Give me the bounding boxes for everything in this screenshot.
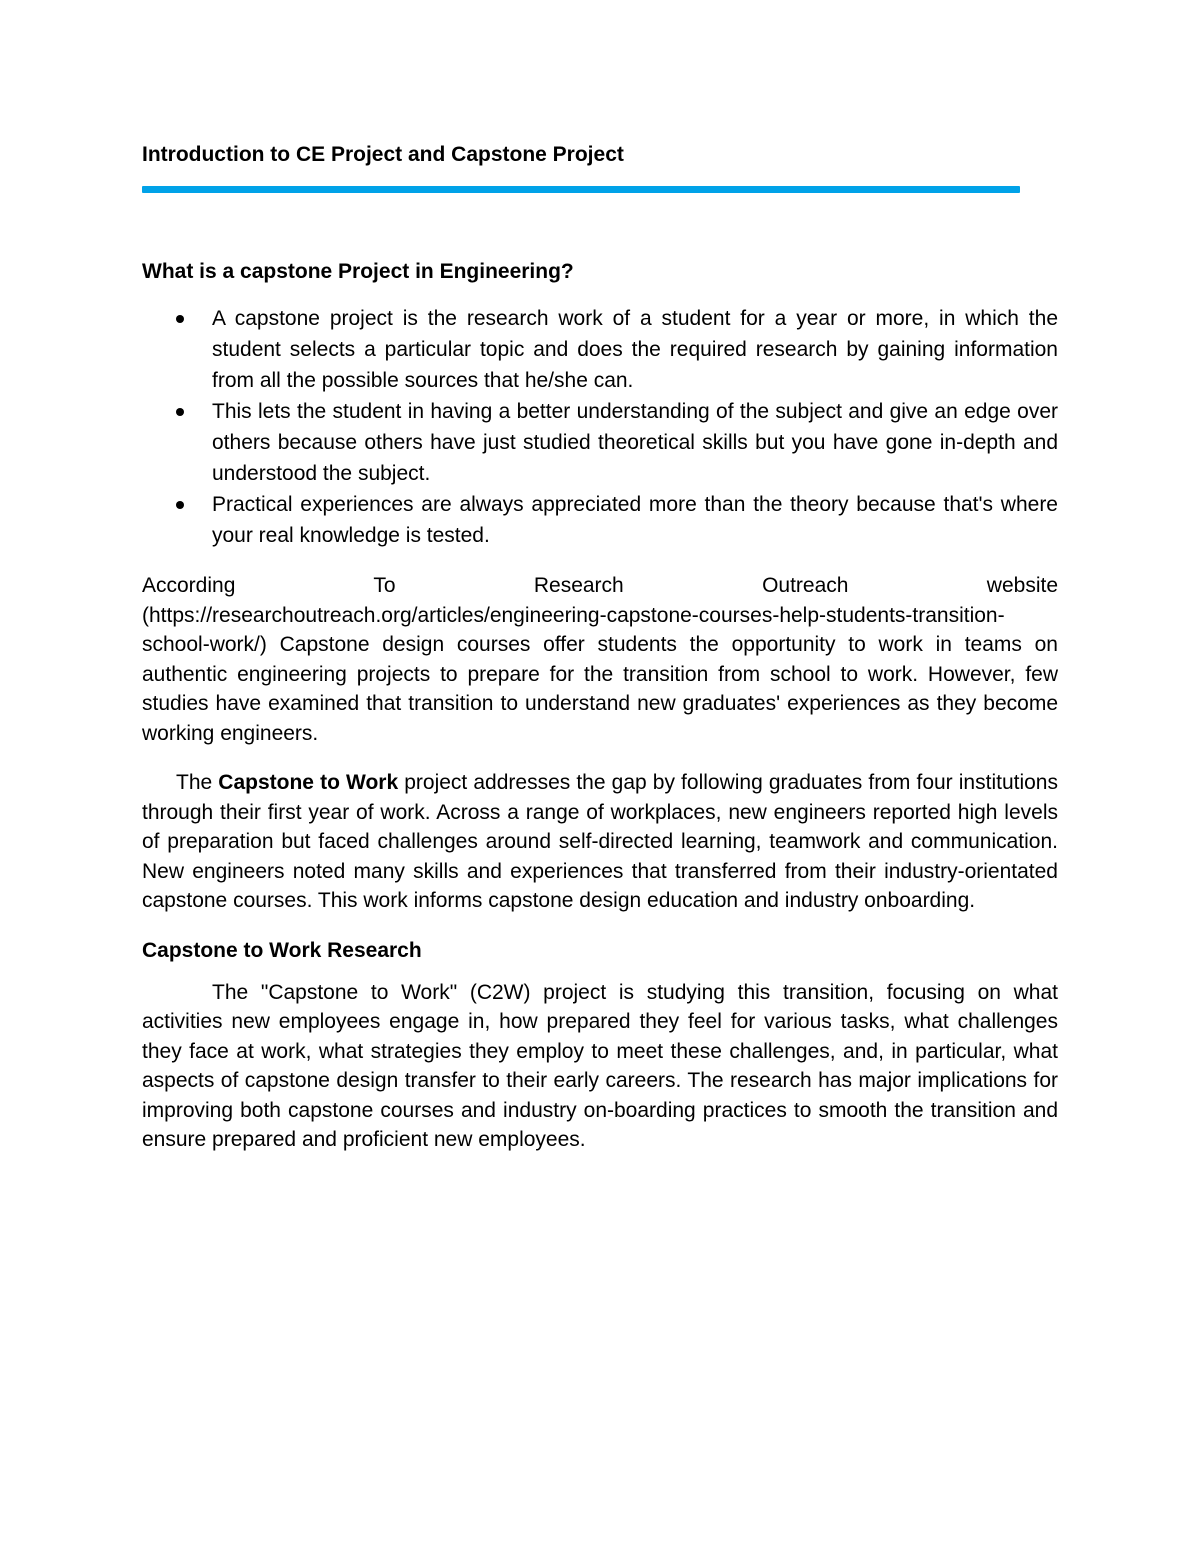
c2w-body-text: project addresses the gap by following graduates from four institutions through their first year of work. Across a range of workplaces, new engineers reported high levels of preparation but faced challenges around self-directed learning, teamwork and communication. New engineers noted many skills and experiences that transferred from their industry-orientated capstone courses. This work informs capstone design education and industry onboarding. bbox=[142, 771, 1058, 912]
according-first-line: According To Research Outreach website bbox=[142, 574, 1058, 597]
bullet-item bbox=[142, 396, 1058, 489]
research-paragraph: The "Capstone to Work" (C2W) project is studying this transition, focusing on what activities new employees engage in, how prepared they feel for various tasks, what challenges they face at work, what strategies they employ to meet these challenges, and, in particular, what aspects of capstone design transfer to their early careers. The research has major implications for improving both capstone courses and industry on-boarding practices to smooth the transition and ensure prepared and proficient new employees. bbox=[142, 980, 1058, 1151]
document-title: Introduction to CE Project and Capstone Project bbox=[142, 143, 624, 166]
document-content bbox=[142, 138, 1058, 1155]
capstone-to-work-paragraph bbox=[142, 768, 1058, 916]
bullet-dot-icon bbox=[176, 315, 184, 323]
capstone-bullet-list bbox=[142, 303, 1058, 551]
section-heading-capstone-to-work-research: Capstone to Work Research bbox=[142, 938, 422, 962]
bullet-dot-icon bbox=[176, 501, 184, 509]
bullet-text: Practical experiences are always appreciated more than the theory because that's where your real knowledge is tested. bbox=[212, 493, 1058, 547]
c2w-bold-term: Capstone to Work bbox=[218, 771, 399, 794]
bullet-dot-icon bbox=[176, 408, 184, 416]
bullet-item bbox=[142, 489, 1058, 551]
title-underline-rule bbox=[142, 186, 1020, 193]
bullet-text: A capstone project is the research work of a student for a year or more, in which the student selects a particular topic and does the required research by gaining information from all the possible sources that he/she can. bbox=[212, 307, 1058, 392]
according-paragraph bbox=[142, 571, 1058, 748]
according-body: (https://researchoutreach.org/articles/engineering-capstone-courses-help-students-transition-school-work/) Capstone design courses offer students the opportunity to work in teams on authentic engineering projects to prepare for the transition from school to work. However, few studies have examined that transition to understand new graduates' experiences as they become working engineers. bbox=[142, 603, 1058, 745]
bullet-text: This lets the student in having a better understanding of the subject and give an edge over others because others have just studied theoretical skills but you have gone in-depth and understood the subject. bbox=[212, 400, 1058, 485]
bullet-item bbox=[142, 303, 1058, 396]
section-heading-what-is-capstone: What is a capstone Project in Engineering? bbox=[142, 260, 574, 283]
c2w-lead-text: The bbox=[176, 771, 219, 794]
